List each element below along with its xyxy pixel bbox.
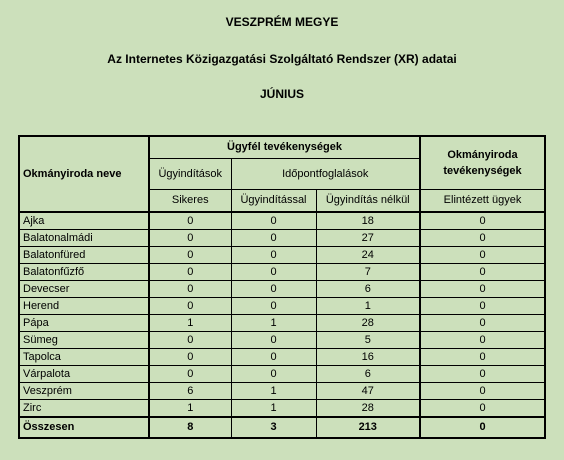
header-office-name: Okmányiroda neve xyxy=(19,136,149,212)
completed-cell: 0 xyxy=(420,212,545,230)
table-row xyxy=(19,332,545,349)
with-submission-cell: 1 xyxy=(231,315,316,332)
table-row xyxy=(19,264,545,281)
without-submission-cell: 7 xyxy=(316,264,420,281)
without-submission-cell: 47 xyxy=(316,383,420,400)
completed-cell: 0 xyxy=(420,247,545,264)
completed-cell: 0 xyxy=(420,281,545,298)
completed-cell: 0 xyxy=(420,400,545,418)
report-month: JÚNIUS xyxy=(259,87,304,101)
successful-cell: 1 xyxy=(149,315,231,332)
without-submission-cell: 1 xyxy=(316,298,420,315)
without-submission-cell: 18 xyxy=(316,212,420,230)
office-name-cell: Sümeg xyxy=(19,332,149,349)
with-submission-cell: 1 xyxy=(231,400,316,418)
table-row xyxy=(19,247,545,264)
with-submission-cell: 0 xyxy=(231,230,316,247)
table-row xyxy=(19,212,545,230)
total-without-submission: 213 xyxy=(316,417,420,438)
completed-cell: 0 xyxy=(420,230,545,247)
office-name-cell: Herend xyxy=(19,298,149,315)
office-name-cell: Várpalota xyxy=(19,366,149,383)
total-with-submission: 3 xyxy=(231,417,316,438)
with-submission-cell: 1 xyxy=(231,383,316,400)
successful-cell: 0 xyxy=(149,212,231,230)
total-completed: 0 xyxy=(420,417,545,438)
completed-cell: 0 xyxy=(420,349,545,366)
office-name-cell: Pápa xyxy=(19,315,149,332)
completed-cell: 0 xyxy=(420,332,545,349)
office-name-cell: Tapolca xyxy=(19,349,149,366)
successful-cell: 0 xyxy=(149,349,231,366)
without-submission-cell: 28 xyxy=(316,315,420,332)
total-row xyxy=(19,417,545,438)
successful-cell: 0 xyxy=(149,298,231,315)
table-row xyxy=(19,383,545,400)
office-name-cell: Zirc xyxy=(19,400,149,418)
with-submission-cell: 0 xyxy=(231,247,316,264)
header-with-submission: Ügyindítással xyxy=(231,190,316,213)
with-submission-cell: 0 xyxy=(231,332,316,349)
completed-cell: 0 xyxy=(420,383,545,400)
table-row xyxy=(19,366,545,383)
successful-cell: 0 xyxy=(149,230,231,247)
completed-cell: 0 xyxy=(420,298,545,315)
page-title: VESZPRÉM MEGYE xyxy=(225,15,339,29)
successful-cell: 0 xyxy=(149,366,231,383)
table-row xyxy=(19,281,545,298)
table-row xyxy=(19,315,545,332)
without-submission-cell: 6 xyxy=(316,281,420,298)
office-name-cell: Devecser xyxy=(19,281,149,298)
header-submissions: Ügyindítások xyxy=(149,159,231,190)
total-label: Összesen xyxy=(19,417,149,438)
header-office-activities: Okmányiroda tevékenységek xyxy=(420,136,545,190)
header-without-submission: Ügyindítás nélkül xyxy=(316,190,420,213)
without-submission-cell: 5 xyxy=(316,332,420,349)
table-row xyxy=(19,230,545,247)
header-appointments: Időpontfoglalások xyxy=(231,159,420,190)
office-name-cell: Balatonalmádi xyxy=(19,230,149,247)
successful-cell: 0 xyxy=(149,332,231,349)
successful-cell: 0 xyxy=(149,281,231,298)
total-successful: 8 xyxy=(149,417,231,438)
office-name-cell: Veszprém xyxy=(19,383,149,400)
with-submission-cell: 0 xyxy=(231,349,316,366)
with-submission-cell: 0 xyxy=(231,264,316,281)
successful-cell: 0 xyxy=(149,264,231,281)
report-subtitle: Az Internetes Közigazgatási Szolgáltató Rendszer (XR) adatai xyxy=(107,52,457,66)
with-submission-cell: 0 xyxy=(231,366,316,383)
successful-cell: 1 xyxy=(149,400,231,418)
without-submission-cell: 28 xyxy=(316,400,420,418)
completed-cell: 0 xyxy=(420,264,545,281)
header-successful: Sikeres xyxy=(149,190,231,213)
header-completed: Elintézett ügyek xyxy=(420,190,545,213)
without-submission-cell: 6 xyxy=(316,366,420,383)
office-name-cell: Balatonfűzfő xyxy=(19,264,149,281)
table-row xyxy=(19,298,545,315)
office-name-cell: Ajka xyxy=(19,212,149,230)
without-submission-cell: 16 xyxy=(316,349,420,366)
table-row xyxy=(19,400,545,418)
completed-cell: 0 xyxy=(420,366,545,383)
without-submission-cell: 24 xyxy=(316,247,420,264)
report-table xyxy=(18,135,546,439)
with-submission-cell: 0 xyxy=(231,298,316,315)
with-submission-cell: 0 xyxy=(231,281,316,298)
office-name-cell: Balatonfüred xyxy=(19,247,149,264)
completed-cell: 0 xyxy=(420,315,545,332)
table-row xyxy=(19,349,545,366)
successful-cell: 6 xyxy=(149,383,231,400)
header-client-activities: Ügyfél tevékenységek xyxy=(149,136,420,159)
with-submission-cell: 0 xyxy=(231,212,316,230)
successful-cell: 0 xyxy=(149,247,231,264)
without-submission-cell: 27 xyxy=(316,230,420,247)
